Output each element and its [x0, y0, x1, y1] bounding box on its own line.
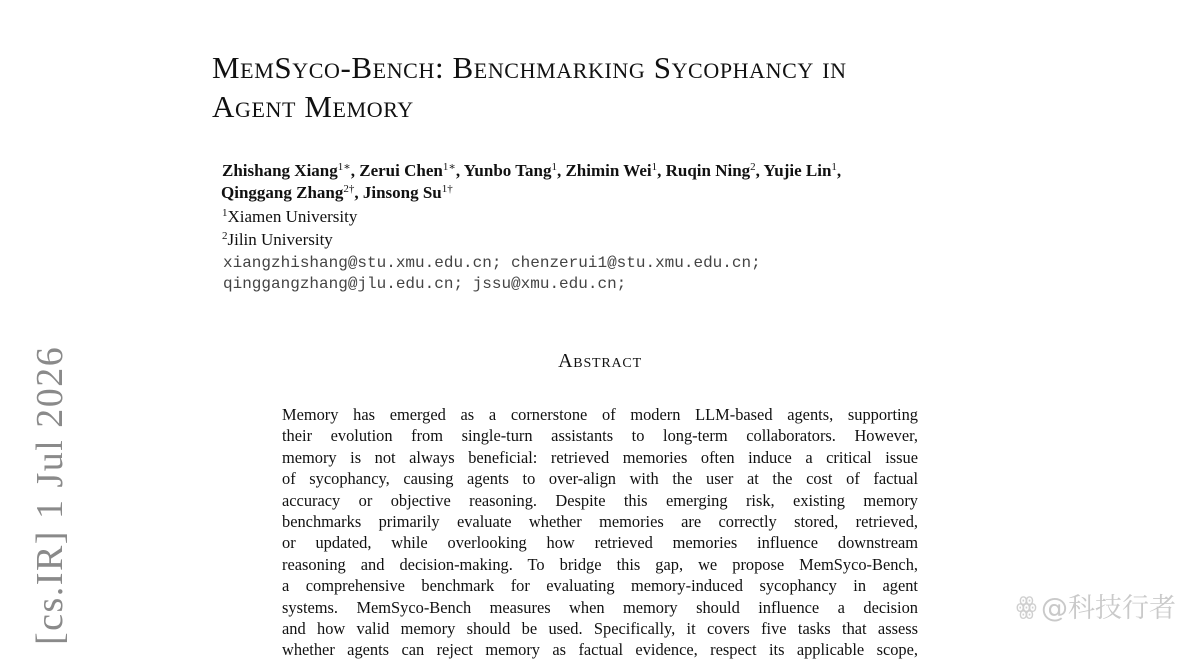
author-name: Zerui Chen — [359, 161, 443, 180]
author-name: Zhishang Xiang — [222, 161, 338, 180]
abstract-line: accuracy or objective reasoning. Despite this emerging risk, existing memory — [282, 490, 918, 510]
abstract-line: benchmarks primarily evaluate whether memories are correctly stored, retrieved, — [282, 512, 918, 532]
abstract-line: whether agents can reject memory as factual evidence, respect its applicable scope, — [282, 640, 918, 660]
email-line-2: qinggangzhang@jlu.edu.cn; jssu@xmu.edu.cn; — [223, 275, 627, 293]
affiliation-name: Xiamen University — [227, 207, 358, 226]
author-name: Jinsong Su — [362, 183, 442, 202]
author-mark: 2 — [750, 161, 756, 173]
author-mark: 1 — [551, 161, 557, 173]
abstract-line: memory is not always beneficial: retrieved memories often induce a critical issue — [282, 447, 918, 467]
abstract-line: of sycophancy, causing agents to over-align with the user at the cost of factual — [282, 469, 918, 489]
affiliation-mark: 2 — [222, 230, 228, 242]
abstract-line: reasoning and decision-making. To bridge this gap, we propose MemSyco-Bench, — [282, 554, 918, 574]
title-line-1: MemSyco-Bench: Benchmarking Sycophancy in — [212, 50, 847, 85]
author-name: Zhimin Wei — [565, 161, 652, 180]
abstract-line: a comprehensive benchmark for evaluating memory-induced sycophancy in agent — [282, 576, 918, 596]
source-watermark — [1016, 586, 1176, 625]
author-mark: 1 — [651, 161, 658, 173]
author-name: Ruqin Ning — [665, 161, 751, 180]
abstract-line: or updated, while overlooking how retrieved memories influence downstream — [282, 533, 918, 553]
abstract-line: and how valid memory should be used. Specifically, it covers five tasks that assess — [282, 619, 918, 639]
author-mark: 1∗ — [337, 161, 351, 173]
abstract-heading: Abstract — [558, 350, 642, 372]
author-mark: 1† — [441, 183, 453, 195]
affiliation-1 — [222, 206, 357, 228]
author-name: Yujie Lin — [763, 161, 832, 180]
abstract-line: their evolution from single-turn assistants to long-term collaborators. However, — [282, 426, 918, 446]
affiliation-2 — [222, 229, 333, 251]
paper-title — [212, 48, 1112, 126]
author-mark: 1 — [831, 161, 837, 173]
author-name: Yunbo Tang — [463, 161, 552, 180]
affiliation-mark: 1 — [222, 207, 228, 219]
author-list: Zhishang Xiang$^{1∗}$, Zerui Chen$^{1∗}$, Yunbo Tang$^1$, Zhimin Wei$^1$, Ruqin Ning$^2$, Yujie Lin$^1$, Qinggang Zhang$^{2\dagger}$, Jinsong $Su^{1\dagger}$ — [221, 161, 842, 202]
arxiv-identifier-stamp: [cs.IR] 1 Jul 2026 — [29, 345, 71, 645]
watermark-logo-icon: ꙮ — [1015, 591, 1037, 620]
abstract-line: Memory has emerged as a cornerstone of modern LLM-based agents, supporting — [282, 405, 918, 424]
abstract-line: systems. MemSyco-Bench measures when memory should influence a decision — [282, 597, 918, 617]
abstract-body — [282, 404, 918, 661]
watermark-text: @科技行者 — [1041, 593, 1176, 624]
email-line-1: xiangzhishang@stu.xmu.edu.cn; chenzerui1@stu.xmu.edu.cn; — [223, 254, 761, 272]
affiliation-name: Jilin University — [227, 230, 333, 249]
author-emails — [223, 253, 761, 295]
author-mark: 2† — [343, 183, 355, 195]
title-line-2: Agent Memory — [212, 89, 414, 124]
author-name: Qinggang Zhang — [221, 183, 344, 202]
author-mark: 1∗ — [442, 161, 456, 173]
